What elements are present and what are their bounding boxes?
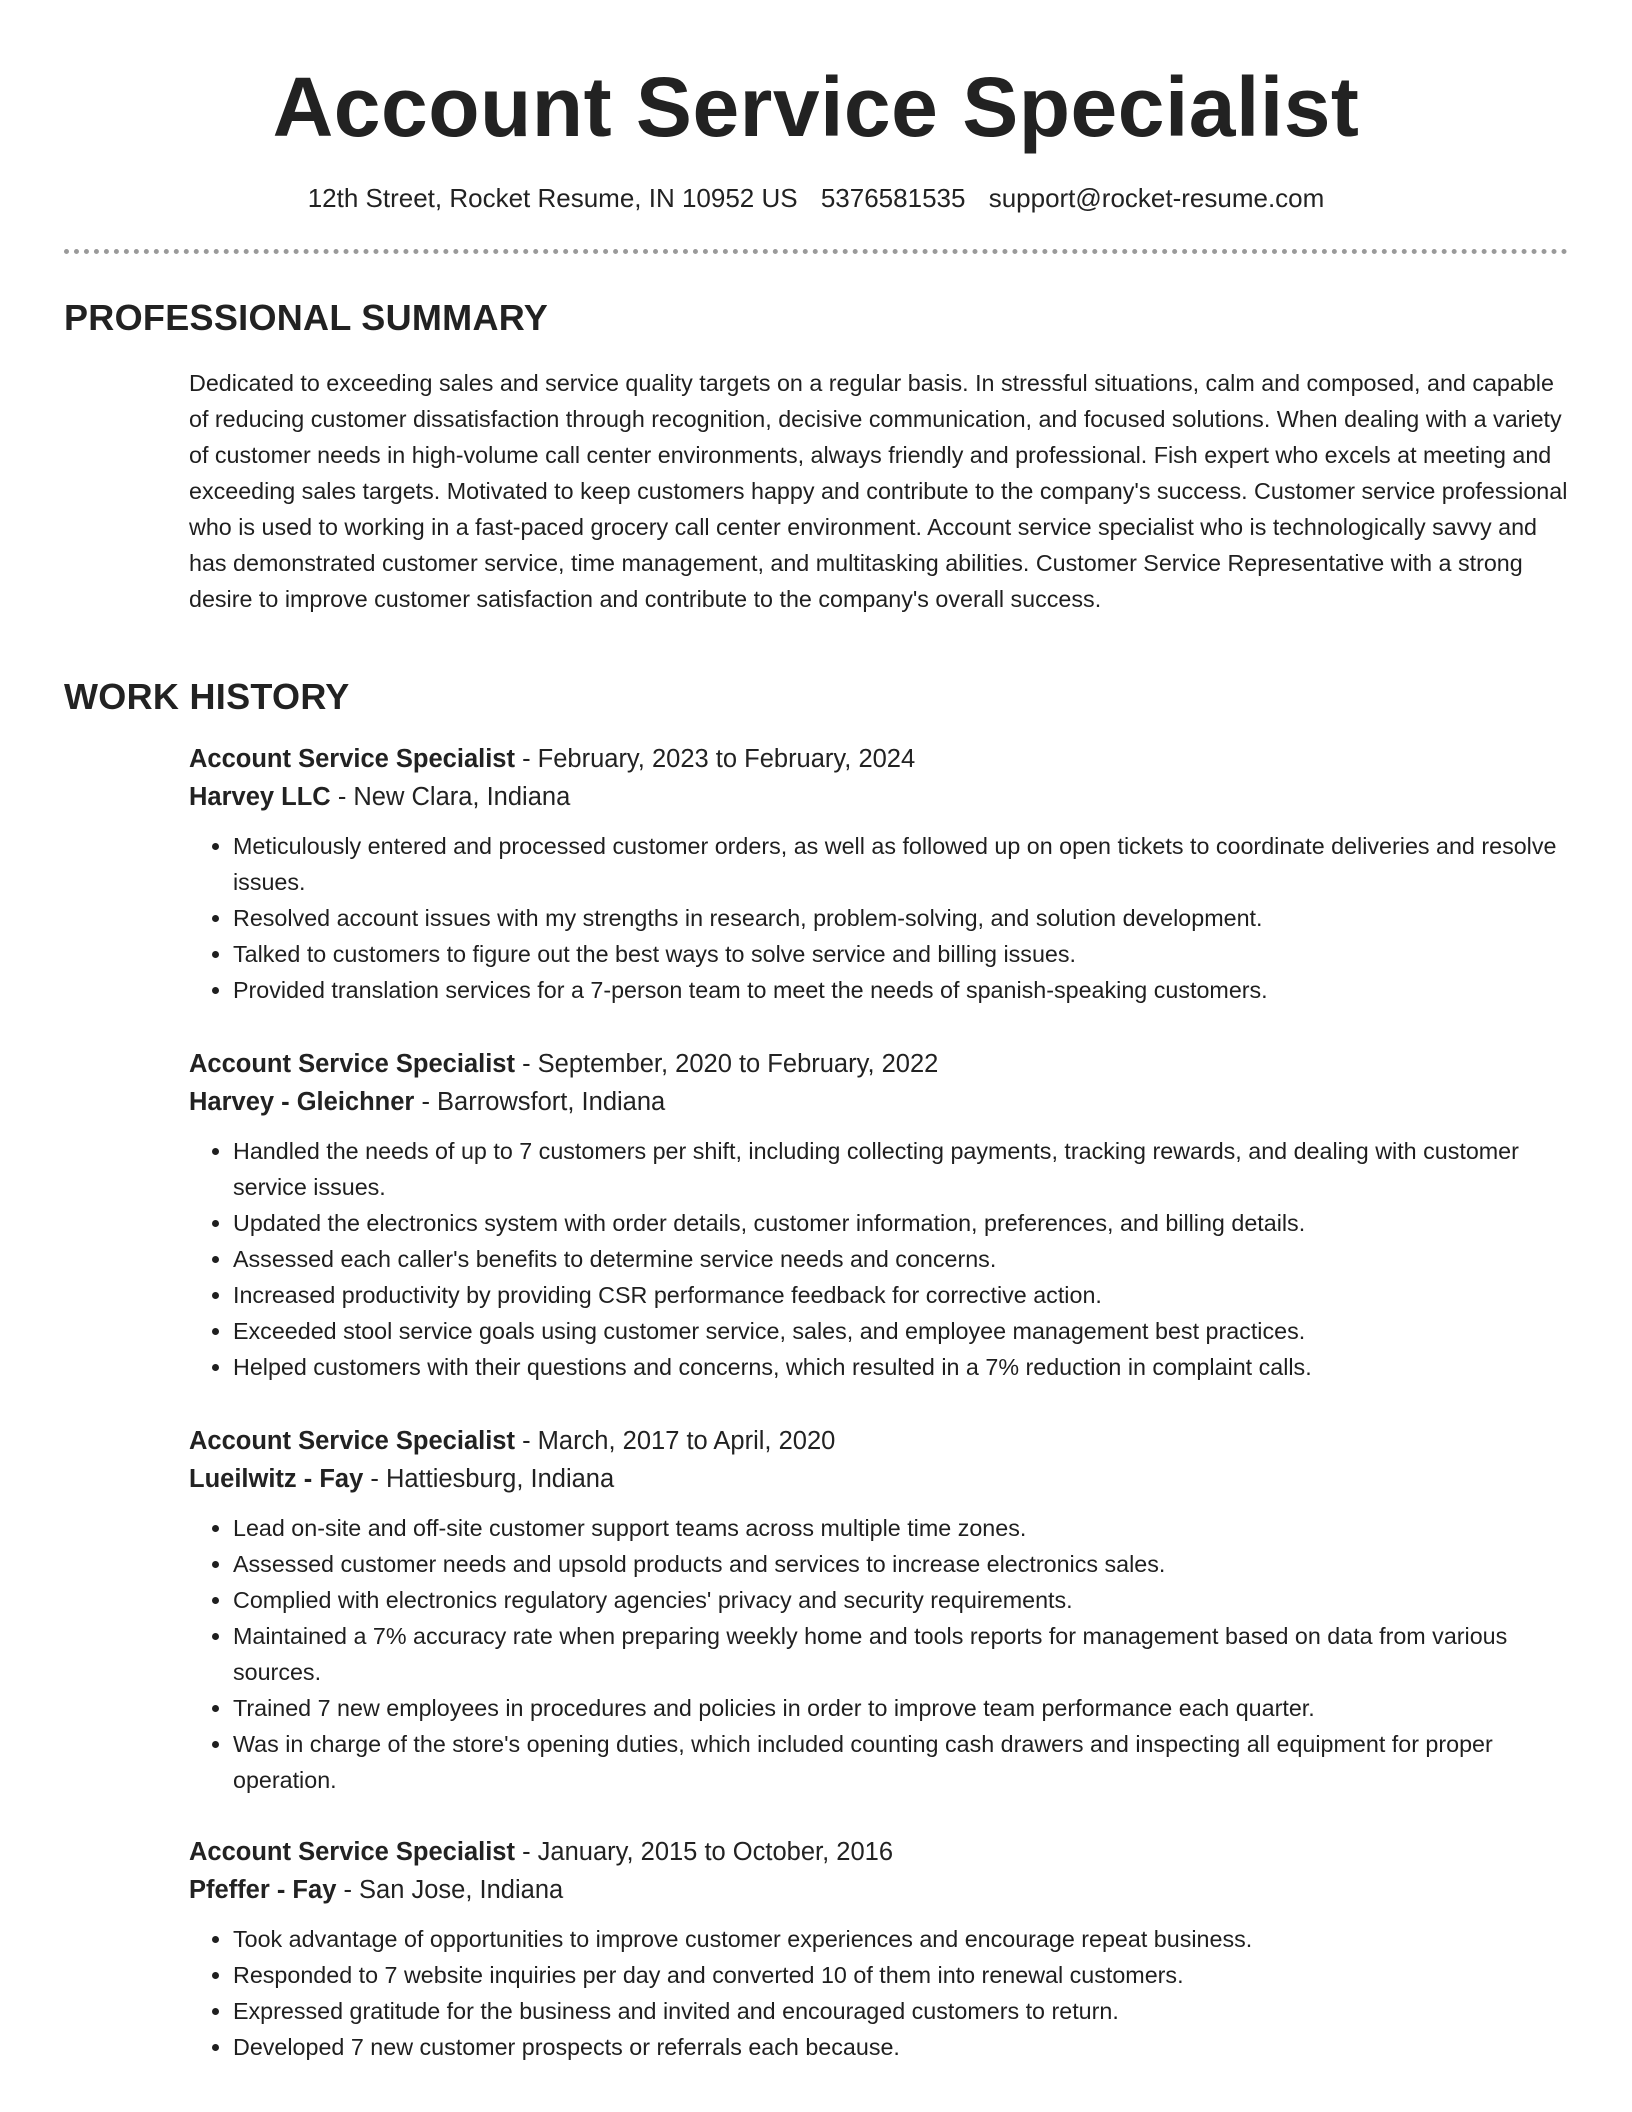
job-company-line xyxy=(189,778,1569,816)
header-divider xyxy=(64,249,1568,254)
contact-line xyxy=(0,180,1632,216)
job-bullet: • Trained 7 new employees in procedures and policies in order to improve team performance each quarter. xyxy=(233,1690,1569,1726)
summary-text: Dedicated to exceeding sales and service quality targets on a regular basis. In stressful situations, calm and composed, and capable of reducing customer dissatisfaction through recognition, decisive communication, and focused solutions. When dealing with a variety of customer needs in high-volume call center environments, always friendly and professional. Fish expert who excels at meeting and exceeding sales targets. Motivated to keep customers happy and contribute to the company's success. Customer service professional who is used to working in a fast-paced grocery call center environment. Account service specialist who is technologically savvy and has demonstrated customer service, time management, and multitasking abilities. Customer Service Representative with a strong desire to improve customer satisfaction and contribute to the company's overall success. xyxy=(189,370,1568,612)
job-entry xyxy=(189,740,1569,1008)
job-bullets xyxy=(189,1510,1569,1798)
job-location: - San Jose, Indiana xyxy=(336,1876,564,1904)
contact-address: 12th Street, Rocket Resume, IN 10952 US xyxy=(307,183,798,213)
job-location: - New Clara, Indiana xyxy=(330,783,571,811)
job-bullets xyxy=(189,828,1569,1008)
job-title-line xyxy=(189,1422,1569,1460)
job-bullet: • Talked to customers to figure out the best ways to solve service and billing issues. xyxy=(233,936,1569,972)
job-company: Harvey - Gleichner xyxy=(189,1088,415,1116)
job-bullet: • Maintained a 7% accuracy rate when preparing weekly home and tools reports for management based on data from various sources. xyxy=(233,1618,1569,1690)
job-role: Account Service Specialist xyxy=(189,1427,515,1455)
job-bullet: • Was in charge of the store's opening duties, which included counting cash drawers and inspecting all equipment for proper operation. xyxy=(233,1726,1569,1798)
job-bullets xyxy=(189,1133,1569,1385)
job-bullet: • Exceeded stool service goals using customer service, sales, and employee management best practices. xyxy=(233,1313,1569,1349)
job-dates: - January, 2015 to October, 2016 xyxy=(514,1838,894,1866)
summary-heading: PROFESSIONAL SUMMARY xyxy=(64,297,549,338)
job-company-line xyxy=(189,1083,1569,1121)
job-bullet: • Helped customers with their questions and concerns, which resulted in a 7% reduction in complaint calls. xyxy=(233,1349,1569,1385)
job-bullet: • Meticulously entered and processed customer orders, as well as followed up on open tickets to coordinate deliveries and resolve issues. xyxy=(233,828,1569,900)
job-entry xyxy=(189,1833,1569,2065)
job-bullet: • Resolved account issues with my strengths in research, problem-solving, and solution development. xyxy=(233,900,1569,936)
job-bullet: • Assessed customer needs and upsold products and services to increase electronics sales. xyxy=(233,1546,1569,1582)
job-title-line xyxy=(189,1045,1569,1083)
job-company-line xyxy=(189,1460,1569,1498)
job-company: Lueilwitz - Fay xyxy=(189,1465,364,1493)
job-entry xyxy=(189,1045,1569,1385)
job-bullet: • Handled the needs of up to 7 customers per shift, including collecting payments, tracking rewards, and dealing with customer service issues. xyxy=(233,1133,1569,1205)
job-bullet: • Assessed each caller's benefits to determine service needs and concerns. xyxy=(233,1241,1569,1277)
job-dates: - March, 2017 to April, 2020 xyxy=(514,1427,836,1455)
job-role: Account Service Specialist xyxy=(189,1838,515,1866)
job-company-line xyxy=(189,1871,1569,1909)
job-company: Harvey LLC xyxy=(189,783,331,811)
job-bullets xyxy=(189,1921,1569,2065)
job-location: - Barrowsfort, Indiana xyxy=(414,1088,666,1116)
job-dates: - February, 2023 to February, 2024 xyxy=(514,745,916,773)
contact-email: support@rocket-resume.com xyxy=(988,183,1325,213)
job-bullet: • Took advantage of opportunities to improve customer experiences and encourage repeat business. xyxy=(233,1921,1569,1957)
job-bullet: • Complied with electronics regulatory agencies' privacy and security requirements. xyxy=(233,1582,1569,1618)
job-role: Account Service Specialist xyxy=(189,745,515,773)
job-role: Account Service Specialist xyxy=(189,1050,515,1078)
job-bullet: • Increased productivity by providing CSR performance feedback for corrective action. xyxy=(233,1277,1569,1313)
job-location: - Hattiesburg, Indiana xyxy=(363,1465,615,1493)
job-company: Pfeffer - Fay xyxy=(189,1876,337,1904)
job-title-line xyxy=(189,740,1569,778)
contact-phone: 5376581535 xyxy=(820,183,966,213)
job-dates: - September, 2020 to February, 2022 xyxy=(514,1050,939,1078)
job-bullet: • Lead on-site and off-site customer support teams across multiple time zones. xyxy=(233,1510,1569,1546)
job-entry xyxy=(189,1422,1569,1798)
job-bullet: • Provided translation services for a 7-person team to meet the needs of spanish-speaking customers. xyxy=(233,972,1569,1008)
candidate-name: Account Service Specialist xyxy=(272,60,1360,154)
work-history-heading: WORK HISTORY xyxy=(64,676,350,717)
job-bullet: • Updated the electronics system with order details, customer information, preferences, and billing details. xyxy=(233,1205,1569,1241)
job-bullet: • Developed 7 new customer prospects or referrals each because. xyxy=(233,2029,1569,2065)
job-title-line xyxy=(189,1833,1569,1871)
job-bullet: • Expressed gratitude for the business and invited and encouraged customers to return. xyxy=(233,1993,1569,2029)
job-bullet: • Responded to 7 website inquiries per day and converted 10 of them into renewal customers. xyxy=(233,1957,1569,1993)
